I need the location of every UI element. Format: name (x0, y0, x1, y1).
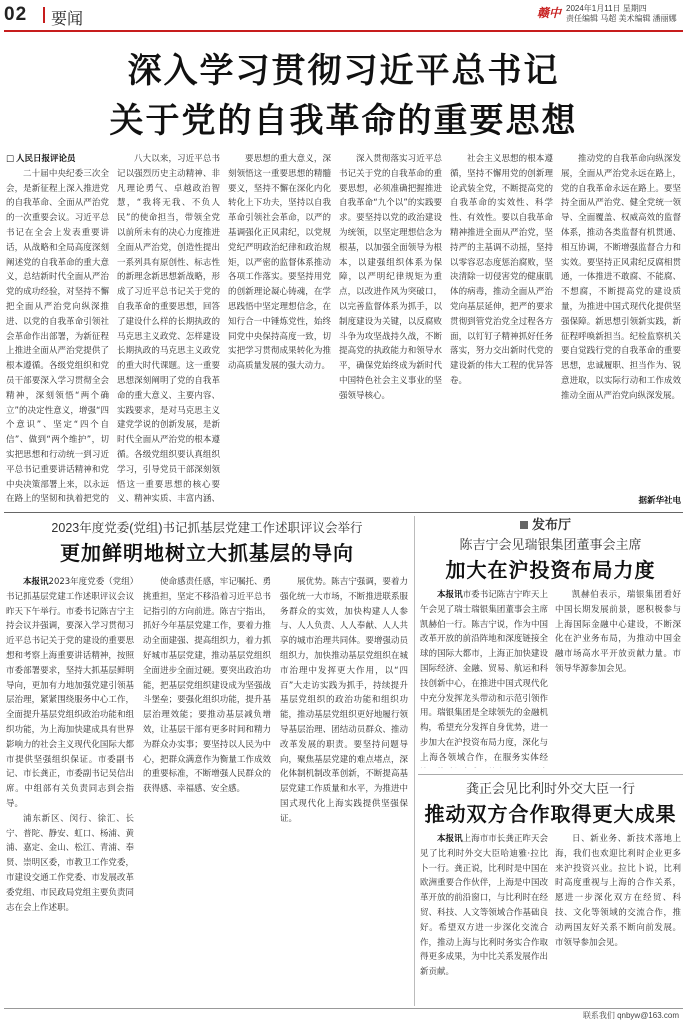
article2-paragraph-2: 浦东新区、闵行、徐汇、长宁、普陀、静安、虹口、杨浦、黄浦、嘉定、金山、松江、青浦、奉贤、崇明区委，市教卫工作党委，市建设交通工作党委、市发展改革委党组、市民政局党组主要负责同志在会上作述职。 (6, 813, 134, 913)
main-paragraph-7: 推动党的自我革命向纵深发展，全面从严治党永远在路上，党的自我革命永远在路上。要坚持全面从严治党、健全党统一领导、全面覆盖、权威高效的监督体系，推动各类监督有机贯通、相互协调，不断增强监督合力和实效。要坚持正风肃纪反腐相贯通，一体推进不敢腐、不能腐、不想腐，不断提高党的建设质量，为推进中国式现代化提供坚强保障。新思想引领新实践，新征程呼唤新担当。纪检监察机关要自觉践行党的自我革命的重要思想，忠诚履职、担当作为、锐意进取，以实际行动和工作成效推动全面从严治党向纵深发展。 (561, 154, 681, 401)
article3-bottom-rule (418, 774, 683, 775)
main-paragraph-4: 要思想的重大意义，深刻领悟这一重要思想的精髓要义，坚持不懈在深化内化转化上下功夫，坚持以自我革命引领社会革命，以严的基调强化正风肃纪，以党规党纪严明政治纪律和政治规矩，以严密的监督体系推动各项工作落实。要坚持用党的创新理论凝心铸魂，在学思践悟中坚定理想信念，在知行合一中锤炼党性，始终同党中央保持高度一致，切实把学习贯彻成果转化为推动高质量发展的强大动力。 (228, 154, 331, 372)
main-paragraph-1: 二十届中央纪委三次全会，是新征程上深入推进党的自我革命、全面从严治党的一次重要会议。习近平总书记在全会上发表重要讲话，从战略和全局高度深刻阐述党的自我革命的重大意义，总结新时代全面从严治党的成功经验，对坚持不懈把全面从严治党向纵深推进、以党的自我革命引领社会革命作出部署，为新征程上推进全面从严治党提供了根本遵循。各级党组织和党员干部要深入学习贯彻全会精神，深刻领悟“两个确立”的决定性意义，增强“四个意识”、坚定“四个自信”、做到“两个维护”，切实把思想和行动统一到习近平总书记重要讲话精神和党中央决策部署上来，以永远在路上的坚韧和执着把党的 (6, 168, 109, 505)
masthead-logo: 赣中 (537, 6, 562, 20)
footer-contact: 联系我们 qnbyw@163.com (582, 1011, 679, 1020)
page-footer (0, 1008, 687, 1024)
article4-column-1 (420, 832, 548, 1006)
article3-headline: 加大在沪投资布局力度 (445, 558, 656, 582)
column-divider (414, 516, 415, 1006)
footer-rule (4, 1008, 683, 1009)
main-paragraph-6: 社会主义思想的根本遵循，坚持不懈用党的创新理论武装全党，不断提高党的自我革命的实效性、科学性、有效性。要以自我革命精神推进全面从严治党，坚持严的主基调不动摇，坚持以零容忍态度惩治腐败，坚决清除一切侵害党的健康肌体的病毒，推动全面从严治党向基层延伸，把严的要求贯彻到管党治党全过程各方面，以钉钉子精神抓好任务落实，努力交出新时代党的建设新的伟大工程的优异答卷。 (450, 154, 553, 386)
article4-paragraph-2: 日、新业务、新技术落地上海，我们也欢迎比利时企业更多来沪投资兴业。拉比卜说，比利时高度重视与上海的合作关系，愿进一步深化双方在经贸、科技、文化等领域的交流合作，推动两国友好关系不断向前发展。市领导参加会见。 (555, 834, 681, 948)
main-headline-line1: 深入学习贯彻习近平总书记 (127, 51, 560, 91)
main-byline: □ 人民日报评论员 (6, 152, 109, 167)
article3-column-1 (420, 588, 548, 768)
section-name: 要闻 (51, 11, 84, 28)
main-paragraph-5: 深入贯彻落实习近平总书记关于党的自我革命的重要思想，必须准确把握推进自我革命“九个以”的实践要求。要坚持以党的政治建设为统领，以坚定理想信念为根基，以加强全面领导为根本，以建强组织体系为保障，以严明纪律规矩为重点，以改进作风为突破口，以完善监督体系为抓手，以制度建设为关键，以反腐败斗争为攻坚战持久战，不断提高党的执政能力和领导水平，确保党始终成为新时代中国特色社会主义事业的坚强领导核心。 (339, 154, 442, 401)
article2-paragraph-3: 使命感责任感，牢记嘱托、勇挑重担，坚定不移沿着习近平总书记指引的方向前进。陈吉宁指出，抓好今年基层党建工作，要着力推动全面建强、提高组织力，着力抓好城市基层党建，推动基层党组织全面进步全面过硬。要突出政治功能，把基层党组织建设成为坚强战斗堡垒；要强化组织功能，提升基层治理效能；要推动基层减负增效，让基层干部有更多时间和精力为群众办实事；要坚持以人民为中心，把群众满意作为衡量工作成效的重要标准，不断增强人民群众的获得感、幸福感、安全感。 (143, 577, 271, 795)
header-date-block (566, 4, 677, 24)
main-article-column-2 (117, 152, 220, 508)
main-paragraph-3: 八大以来，习近平总书记以强烈历史主动精神、非凡理论勇气、卓越政治智慧，“我将无我、不负人民”的使命担当，带领全党以前所未有的决心力度推进全面从严治党，创造性提出一系列具有原创性、标志性的新理念新思想新战略，形成了习近平总书记关于党的自我革命的重要思想，回答了建设什么样的长期执政的马克思主义政党、怎样建设长期执政的马克思主义政党的重大时代课题。这一重要思想深刻阐明了党的自我革命的重大意义、主要内容、实践要求，是对马克思主义建党学说的创新发展，是新时代全面从严治党的根本遵循。各级党组织要认真组织学习，引导党员干部深刻领悟这一重要思想的核心要义、精神实质、丰富内涵、 (117, 154, 220, 505)
article2-column-2 (143, 575, 271, 1007)
article4-byline: 本报讯 (437, 834, 463, 844)
article2-paragraph-1: 2023年度党委（党组）书记抓基层党建工作述职评议会议昨天下午举行。市委书记陈吉宁主持会议并强调，要深入学习贯彻习近平总书记关于党的建设的重要思想和考察上海重要讲话精神，按照市委部署要求，坚持大抓基层鲜明导向，更加有力地加强党建引领基层治理，紧紧围绕服务中心工作，全面提升基层党组织政治功能和组织功能，为上海加快建成具有世界影响力的社会主义现代化国际大都市提供坚强组织保证。市委副书记、市长龚正，市委副书记吴信出席。中组部有关负责同志到会指导。 (6, 577, 134, 809)
article3-byline: 本报讯 (437, 590, 463, 600)
article4-headline: 推动双方合作取得更大成果 (424, 802, 677, 826)
main-headline (0, 46, 687, 146)
main-article-column-4 (339, 152, 442, 508)
article2-paragraph-4: 展优势。陈吉宁强调，要着力强化统一大市场，不断推进联系服务群众的实效，加快构建人人参与、人人负责、人人奉献、人人共享的城市治理共同体。要增强动员组织力，加快推动基层党组织在城市治理中发挥更大作用，以“四百”大走访实践为抓手，持续提升基层党组织的政治功能和组织功能，推动基层党组织更好地履行领导基层治理、团结动员群众、推动改革发展的职责。要坚持问题导向，聚焦基层党建的难点堵点，深化体制机制改革创新，不断提高基层党建工作质量和水平，为推进中国式现代化上海实践提供坚强保证。 (280, 577, 408, 824)
header-rule (4, 30, 683, 32)
article2-column-1 (6, 575, 134, 1007)
article2-headline: 更加鲜明地树立大抓基层的导向 (60, 541, 354, 565)
article2-byline: 本报讯 (23, 577, 49, 587)
main-article-column-1 (6, 152, 109, 508)
article2-kicker: 2023年度党委(党组)书记抓基层党建工作述职评议会举行 (51, 521, 363, 535)
article3-kicker: 陈吉宁会见瑞银集团董事会主席 (459, 537, 642, 552)
page-number: 02 (4, 4, 28, 25)
article2-column-3 (280, 575, 408, 1007)
editors-line: 责任编辑 马超 美术编辑 潘丽娜 (566, 14, 677, 23)
article3-paragraph-1: 市委书记陈吉宁昨天上午会见了瑞士瑞银集团董事会主席凯赫伯一行。陈吉宁说，作为中国改革开放的前沿阵地和深度链接全球的国际大都市，上海正加快建设国际经济、金融、贸易、航运和科技创新中心，在推进中国式现代化中充分发挥龙头带动和示范引领作用。瑞银集团是全球领先的金融机构，希望充分发挥自身优势，进一步加大在沪投资布局力度，深化与上海各领域合作，在服务实体经 (420, 590, 548, 763)
article4-column-2 (555, 832, 681, 1006)
main-article-column-6 (561, 152, 681, 508)
main-article-column-5 (450, 152, 553, 508)
article4-kicker: 龚正会见比利时外交大臣一行 (465, 781, 635, 796)
main-signoff: 据新华社电 (638, 496, 681, 506)
article4-paragraph-1: 上海市市长龚正昨天会见了比利时外交大臣哈迪雅·拉比卜一行。龚正说，比利时是中国在欧洲重要合作伙伴，上海是中国改革开放的前沿窗口，与比利时在经贸、科技、人文等领域合作基础良好。希望双方进一步深化交流合作，推动上海与比利时务实合作取得更多成果，为中比关系发展作出新贡献。 (420, 834, 548, 978)
article3-paragraph-2: 凯赫伯表示，瑞银集团看好中国长期发展前景，愿积极参与上海国际金融中心建设，不断深化在沪业务布局，为推动中国金融市场高水平开放贡献力量。市领导华源参加会见。 (555, 590, 681, 674)
page-header (0, 0, 687, 28)
article3-column-2 (555, 588, 681, 768)
section-divider (43, 7, 45, 23)
main-article-column-3 (228, 152, 331, 508)
main-headline-line2: 关于党的自我革命的重要思想 (109, 101, 578, 141)
section-tag-fabuting: 发布厅 (520, 514, 571, 533)
date-line: 2024年1月11日 星期四 (566, 4, 647, 13)
main-article-bottom-rule (4, 512, 683, 513)
